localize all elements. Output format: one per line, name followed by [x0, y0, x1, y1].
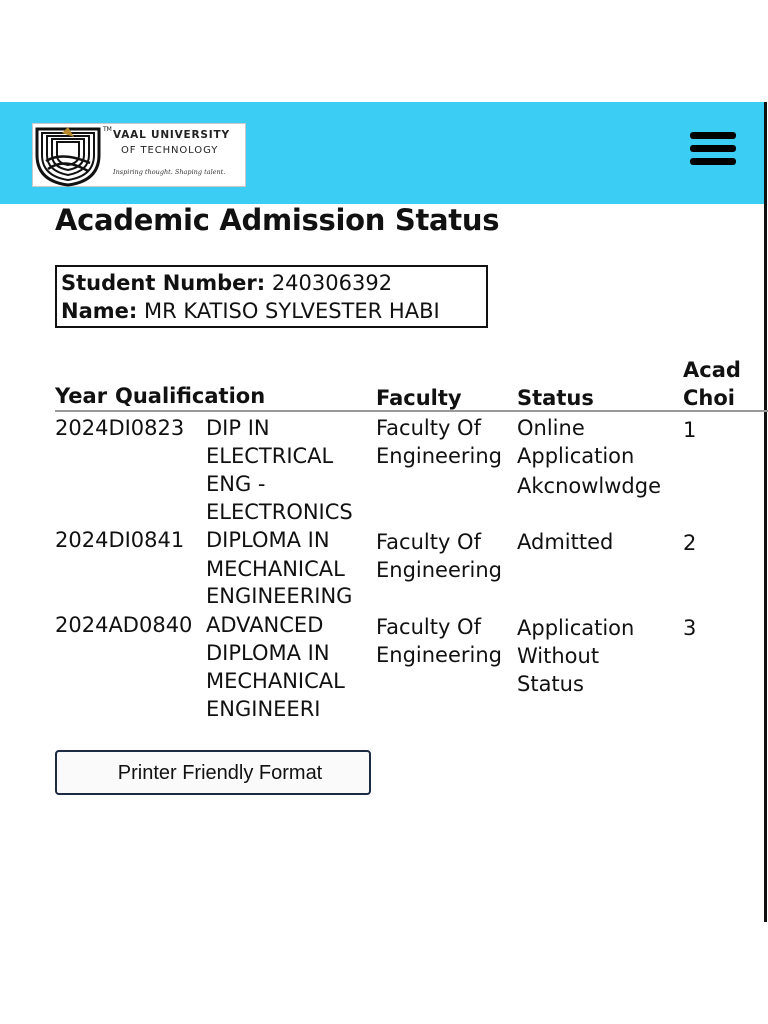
row-choice: 3 — [683, 616, 697, 640]
header-status: Status — [517, 386, 594, 410]
vut-emblem-icon — [34, 125, 102, 187]
page-border-right — [764, 102, 767, 922]
row-status-line: Online — [517, 416, 585, 440]
row-qualification-line: DIP IN — [206, 416, 270, 440]
hamburger-menu-icon[interactable] — [690, 132, 738, 170]
row-choice: 1 — [683, 418, 697, 442]
row-faculty-line: Faculty Of — [376, 416, 481, 440]
row-choice: 2 — [683, 531, 697, 555]
logo-name-line1: VAAL UNIVERSITY — [113, 129, 230, 141]
logo-tagline: Inspiring thought. Shaping talent. — [113, 168, 226, 176]
row-status-line: Application — [517, 444, 635, 468]
header-choice-line2: Choi — [683, 386, 735, 410]
row-qualification-line: ELECTRONICS — [206, 500, 353, 524]
student-name-line — [61, 297, 482, 325]
printer-friendly-button[interactable]: Printer Friendly Format — [55, 750, 371, 795]
header-year: Year — [55, 384, 108, 408]
row-year-code: 2024DI0823 — [55, 416, 185, 440]
header-divider — [55, 410, 768, 412]
logo-trademark: TM — [103, 126, 112, 133]
row-faculty-line: Engineering — [376, 643, 502, 667]
row-qualification-line: MECHANICAL — [206, 669, 345, 693]
row-faculty-line: Engineering — [376, 558, 502, 582]
row-status-line: Application — [517, 616, 635, 640]
student-name-value: MR KATISO SYLVESTER HABI — [143, 299, 440, 323]
row-qualification-line: DIPLOMA IN — [206, 641, 330, 665]
row-qualification-line: ENGINEERING — [206, 584, 353, 608]
row-faculty-line: Faculty Of — [376, 615, 481, 639]
row-qualification-line: MECHANICAL — [206, 557, 345, 581]
university-logo[interactable] — [32, 123, 246, 187]
row-qualification-line: DIPLOMA IN — [206, 528, 330, 552]
student-number-line — [61, 269, 482, 297]
header-qualification: Qualification — [115, 384, 266, 408]
header-faculty: Faculty — [376, 386, 462, 410]
row-status-line: Admitted — [517, 530, 614, 554]
row-status-line: Akcnowlwdge — [517, 474, 661, 498]
row-year-code: 2024DI0841 — [55, 528, 185, 552]
row-qualification-line: ENG - — [206, 472, 266, 496]
student-info-box — [55, 265, 488, 328]
logo-name-line2: OF TECHNOLOGY — [121, 145, 219, 156]
row-qualification-line: ELECTRICAL — [206, 444, 334, 468]
student-name-label: Name: — [61, 299, 138, 323]
row-qualification-line: ENGINEERI — [206, 697, 321, 721]
row-faculty-line: Faculty Of — [376, 530, 481, 554]
student-number-label: Student Number: — [61, 271, 266, 295]
row-qualification-line: ADVANCED — [206, 613, 324, 637]
site-header — [0, 102, 764, 204]
row-status-line: Without — [517, 644, 600, 668]
row-faculty-line: Engineering — [376, 444, 502, 468]
row-year-code: 2024AD0840 — [55, 613, 193, 637]
header-choice-line1: Acad — [683, 358, 741, 382]
page-title: Academic Admission Status — [55, 203, 500, 237]
row-status-line: Status — [517, 672, 584, 696]
student-number-value: 240306392 — [271, 271, 393, 295]
